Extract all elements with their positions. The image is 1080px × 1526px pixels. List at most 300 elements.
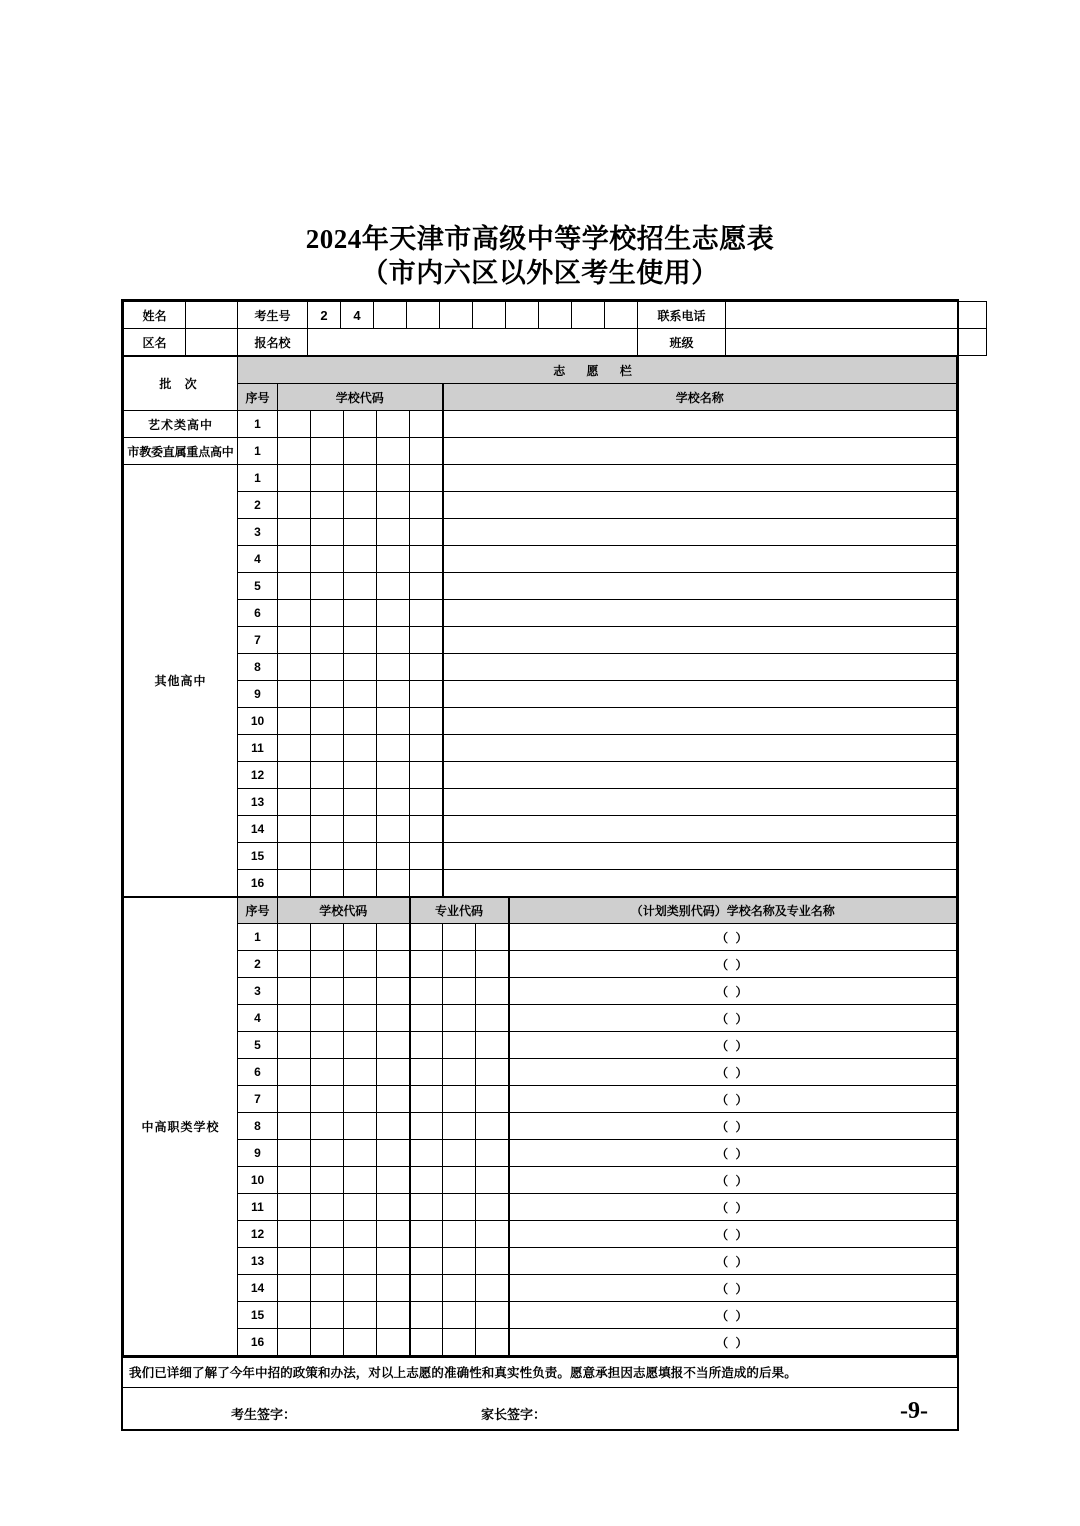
- school-code-box-voc[interactable]: [344, 1221, 377, 1248]
- exam-no-digit-3[interactable]: [374, 302, 407, 329]
- row-seq-voc: 4: [238, 1005, 278, 1032]
- school-code-box-voc[interactable]: [278, 1167, 311, 1194]
- school-code-box-voc[interactable]: [278, 1113, 311, 1140]
- school-major-name-field[interactable]: （ ）: [509, 1329, 957, 1356]
- school-code-box-voc[interactable]: [344, 1275, 377, 1302]
- school-name-field[interactable]: [443, 573, 957, 600]
- school-code-box[interactable]: [278, 411, 311, 438]
- school-code-box-voc[interactable]: [377, 1059, 410, 1086]
- major-code-box[interactable]: [476, 1086, 509, 1113]
- school-code-box[interactable]: [278, 735, 311, 762]
- major-code-box[interactable]: [476, 978, 509, 1005]
- row-seq: 5: [238, 573, 278, 600]
- major-code-box[interactable]: [443, 1194, 476, 1221]
- school-code-box-voc[interactable]: [311, 1275, 344, 1302]
- major-code-box[interactable]: [443, 1329, 476, 1356]
- school-code-box[interactable]: [410, 843, 443, 870]
- school-code-box[interactable]: [410, 573, 443, 600]
- major-code-box[interactable]: [443, 924, 476, 951]
- major-code-box[interactable]: [476, 951, 509, 978]
- school-code-box[interactable]: [311, 735, 344, 762]
- school-name-field[interactable]: [443, 654, 957, 681]
- school-major-name-field[interactable]: （ ）: [509, 1032, 957, 1059]
- school-name-field[interactable]: [443, 762, 957, 789]
- major-code-box[interactable]: [476, 1113, 509, 1140]
- exam-no-digit-5[interactable]: [440, 302, 473, 329]
- school-code-box[interactable]: [377, 870, 410, 897]
- exam-no-digit-4[interactable]: [407, 302, 440, 329]
- major-code-box[interactable]: [443, 1059, 476, 1086]
- school-code-box[interactable]: [278, 708, 311, 735]
- row-seq: 11: [238, 735, 278, 762]
- school-name-field[interactable]: [443, 681, 957, 708]
- school-code-box-voc[interactable]: [278, 1005, 311, 1032]
- major-code-box[interactable]: [410, 1086, 443, 1113]
- major-code-box[interactable]: [443, 1086, 476, 1113]
- school-code-box-voc[interactable]: [311, 1005, 344, 1032]
- school-code-box[interactable]: [410, 789, 443, 816]
- school-code-box-voc[interactable]: [344, 1248, 377, 1275]
- major-code-box[interactable]: [410, 951, 443, 978]
- header-row-name: [124, 302, 987, 329]
- major-code-box[interactable]: [443, 1302, 476, 1329]
- school-code-box[interactable]: [311, 789, 344, 816]
- major-code-box[interactable]: [410, 1302, 443, 1329]
- school-code-box[interactable]: [311, 411, 344, 438]
- phone-label: 联系电话: [638, 302, 726, 329]
- batch-banner-row: [124, 357, 957, 384]
- major-code-box[interactable]: [410, 1005, 443, 1032]
- school-code-box-voc[interactable]: [377, 978, 410, 1005]
- volunteer-row: [124, 438, 957, 465]
- exam-no-digit-8[interactable]: [539, 302, 572, 329]
- school-code-box-voc[interactable]: [377, 1275, 410, 1302]
- major-code-box[interactable]: [476, 1167, 509, 1194]
- school-code-box[interactable]: [410, 870, 443, 897]
- major-code-box[interactable]: [410, 978, 443, 1005]
- school-code-box-voc[interactable]: [344, 1302, 377, 1329]
- school-code-box-voc[interactable]: [344, 1005, 377, 1032]
- volunteer-row-voc: [124, 1221, 957, 1248]
- school-code-box[interactable]: [278, 465, 311, 492]
- row-seq: 12: [238, 762, 278, 789]
- school-code-box[interactable]: [311, 600, 344, 627]
- volunteer-row-voc: [124, 951, 957, 978]
- major-code-box[interactable]: [476, 1194, 509, 1221]
- school-code-box-voc[interactable]: [311, 1113, 344, 1140]
- major-code-box[interactable]: [410, 924, 443, 951]
- school-code-box[interactable]: [278, 546, 311, 573]
- school-code-box[interactable]: [410, 735, 443, 762]
- school-code-box-voc[interactable]: [311, 1059, 344, 1086]
- parent-signature-label[interactable]: 家长签字：: [481, 1406, 547, 1422]
- school-code-box[interactable]: [311, 627, 344, 654]
- exam-no-digit-2[interactable]: 4: [341, 302, 374, 329]
- school-code-box-voc[interactable]: [344, 1329, 377, 1356]
- school-code-box-voc[interactable]: [278, 951, 311, 978]
- school-code-box-voc[interactable]: [311, 1329, 344, 1356]
- col-header-major-code-voc: 专业代码: [410, 897, 509, 924]
- exam-no-digit-9[interactable]: [572, 302, 605, 329]
- school-name-field[interactable]: [443, 519, 957, 546]
- major-code-box[interactable]: [476, 1005, 509, 1032]
- school-code-box-voc[interactable]: [344, 1113, 377, 1140]
- school-code-box[interactable]: [377, 762, 410, 789]
- school-code-box[interactable]: [410, 762, 443, 789]
- school-code-box[interactable]: [278, 492, 311, 519]
- school-code-box-voc[interactable]: [377, 1302, 410, 1329]
- school-code-box-voc[interactable]: [377, 1221, 410, 1248]
- major-code-box[interactable]: [410, 1194, 443, 1221]
- volunteer-row-voc: [124, 1032, 957, 1059]
- volunteer-row: [124, 573, 957, 600]
- school-major-name-field[interactable]: （ ）: [509, 1221, 957, 1248]
- major-code-box[interactable]: [443, 1248, 476, 1275]
- school-code-box-voc[interactable]: [311, 1302, 344, 1329]
- school-code-box[interactable]: [278, 843, 311, 870]
- school-code-box[interactable]: [311, 816, 344, 843]
- school-code-box-voc[interactable]: [377, 1005, 410, 1032]
- major-code-box[interactable]: [476, 1248, 509, 1275]
- volunteer-row: [124, 546, 957, 573]
- school-code-box-voc[interactable]: [311, 1140, 344, 1167]
- school-code-box[interactable]: [377, 735, 410, 762]
- school-code-box[interactable]: [278, 573, 311, 600]
- col-header-seq-voc: 序号: [238, 897, 278, 924]
- row-seq: 1: [238, 438, 278, 465]
- school-code-box-voc[interactable]: [344, 1086, 377, 1113]
- school-major-name-field[interactable]: （ ）: [509, 1167, 957, 1194]
- high-school-column-header-row: [124, 384, 957, 411]
- school-code-box[interactable]: [311, 519, 344, 546]
- school-code-box-voc[interactable]: [278, 1329, 311, 1356]
- district-value-field[interactable]: [186, 329, 238, 356]
- major-code-box[interactable]: [476, 1032, 509, 1059]
- major-code-box[interactable]: [476, 924, 509, 951]
- row-seq-voc: 16: [238, 1329, 278, 1356]
- exam-no-label: 考生号: [238, 302, 308, 329]
- school-code-box[interactable]: [278, 438, 311, 465]
- school-code-box[interactable]: [344, 411, 377, 438]
- major-code-box[interactable]: [410, 1275, 443, 1302]
- school-code-box-voc[interactable]: [377, 1167, 410, 1194]
- school-code-box[interactable]: [344, 789, 377, 816]
- school-code-box-voc[interactable]: [311, 951, 344, 978]
- major-code-box[interactable]: [410, 1329, 443, 1356]
- school-major-name-field[interactable]: （ ）: [509, 978, 957, 1005]
- school-code-box-voc[interactable]: [311, 978, 344, 1005]
- school-code-box[interactable]: [344, 492, 377, 519]
- col-header-school-code: 学校代码: [278, 384, 443, 411]
- school-major-name-field[interactable]: （ ）: [509, 1248, 957, 1275]
- school-code-box-voc[interactable]: [377, 1329, 410, 1356]
- school-code-box[interactable]: [278, 519, 311, 546]
- school-name-field[interactable]: [443, 870, 957, 897]
- school-code-box[interactable]: [410, 600, 443, 627]
- major-code-box[interactable]: [410, 1221, 443, 1248]
- school-code-box[interactable]: [344, 546, 377, 573]
- row-seq: 4: [238, 546, 278, 573]
- school-code-box-voc[interactable]: [344, 924, 377, 951]
- student-signature-label[interactable]: 考生签字：: [231, 1406, 297, 1422]
- school-code-box[interactable]: [278, 627, 311, 654]
- row-seq: 7: [238, 627, 278, 654]
- row-seq: 9: [238, 681, 278, 708]
- school-name-field[interactable]: [443, 816, 957, 843]
- school-code-box[interactable]: [377, 438, 410, 465]
- major-code-box[interactable]: [443, 951, 476, 978]
- school-code-box[interactable]: [377, 573, 410, 600]
- school-code-box[interactable]: [344, 573, 377, 600]
- major-code-box[interactable]: [443, 1167, 476, 1194]
- school-code-box[interactable]: [278, 870, 311, 897]
- volunteer-row: [124, 600, 957, 627]
- school-code-box-voc[interactable]: [344, 1032, 377, 1059]
- row-seq: 16: [238, 870, 278, 897]
- school-code-box[interactable]: [311, 681, 344, 708]
- major-code-box[interactable]: [410, 1167, 443, 1194]
- major-code-box[interactable]: [476, 1140, 509, 1167]
- school-code-box[interactable]: [377, 411, 410, 438]
- row-seq-voc: 7: [238, 1086, 278, 1113]
- school-name-field[interactable]: [443, 438, 957, 465]
- school-code-box[interactable]: [377, 708, 410, 735]
- major-code-box[interactable]: [410, 1140, 443, 1167]
- school-code-box-voc[interactable]: [377, 1086, 410, 1113]
- signature-row: [123, 1387, 957, 1429]
- major-code-box[interactable]: [476, 1275, 509, 1302]
- school-code-box[interactable]: [377, 654, 410, 681]
- major-code-box[interactable]: [410, 1113, 443, 1140]
- school-code-box-voc[interactable]: [311, 1032, 344, 1059]
- school-code-box[interactable]: [410, 465, 443, 492]
- school-code-box[interactable]: [344, 681, 377, 708]
- school-code-box[interactable]: [377, 492, 410, 519]
- school-code-box[interactable]: [278, 654, 311, 681]
- major-code-box[interactable]: [443, 978, 476, 1005]
- school-code-box-voc[interactable]: [344, 1167, 377, 1194]
- school-major-name-field[interactable]: （ ）: [509, 1302, 957, 1329]
- school-code-box[interactable]: [377, 519, 410, 546]
- volunteer-row: [124, 843, 957, 870]
- volunteer-row: [124, 735, 957, 762]
- school-name-field[interactable]: [443, 708, 957, 735]
- school-code-box-voc[interactable]: [344, 1140, 377, 1167]
- class-value-field[interactable]: [726, 329, 987, 356]
- school-name-field[interactable]: [443, 411, 957, 438]
- school-code-box[interactable]: [410, 708, 443, 735]
- school-code-box[interactable]: [410, 411, 443, 438]
- school-code-box-voc[interactable]: [311, 924, 344, 951]
- row-seq-voc: 5: [238, 1032, 278, 1059]
- school-code-box-voc[interactable]: [278, 1059, 311, 1086]
- school-name-field[interactable]: [443, 600, 957, 627]
- volunteer-row-voc: [124, 1113, 957, 1140]
- school-code-box[interactable]: [377, 843, 410, 870]
- school-code-box[interactable]: [311, 870, 344, 897]
- volunteer-row: [124, 816, 957, 843]
- row-seq: 15: [238, 843, 278, 870]
- row-seq-voc: 9: [238, 1140, 278, 1167]
- school-code-box[interactable]: [278, 789, 311, 816]
- major-code-box[interactable]: [443, 1032, 476, 1059]
- school-code-box[interactable]: [410, 438, 443, 465]
- school-major-name-field[interactable]: （ ）: [509, 1005, 957, 1032]
- school-code-box-voc[interactable]: [278, 1248, 311, 1275]
- school-code-box[interactable]: [344, 708, 377, 735]
- school-code-box-voc[interactable]: [278, 1302, 311, 1329]
- school-code-box-voc[interactable]: [311, 1167, 344, 1194]
- school-code-box[interactable]: [311, 492, 344, 519]
- major-code-box[interactable]: [476, 1329, 509, 1356]
- school-code-box-voc[interactable]: [311, 1248, 344, 1275]
- school-name-field[interactable]: [443, 465, 957, 492]
- declaration-text: [123, 1357, 957, 1387]
- school-code-box[interactable]: [311, 654, 344, 681]
- school-code-box-voc[interactable]: [311, 1221, 344, 1248]
- school-name-field[interactable]: [443, 789, 957, 816]
- row-seq-voc: 14: [238, 1275, 278, 1302]
- school-code-box[interactable]: [311, 465, 344, 492]
- school-code-box[interactable]: [344, 843, 377, 870]
- school-name-field[interactable]: [443, 735, 957, 762]
- school-code-box-voc[interactable]: [377, 1032, 410, 1059]
- school-major-name-field[interactable]: （ ）: [509, 1194, 957, 1221]
- school-code-box-voc[interactable]: [344, 978, 377, 1005]
- school-code-box[interactable]: [344, 870, 377, 897]
- school-code-box[interactable]: [278, 816, 311, 843]
- category-label-0: 艺术类高中: [124, 411, 238, 438]
- school-code-box[interactable]: [344, 600, 377, 627]
- school-code-box-voc[interactable]: [278, 924, 311, 951]
- name-value-field[interactable]: [186, 302, 238, 329]
- school-major-name-field[interactable]: （ ）: [509, 924, 957, 951]
- school-major-name-field[interactable]: （ ）: [509, 1113, 957, 1140]
- school-code-box-voc[interactable]: [311, 1194, 344, 1221]
- school-code-box[interactable]: [410, 627, 443, 654]
- major-code-box[interactable]: [443, 1221, 476, 1248]
- volunteer-row-voc: [124, 978, 957, 1005]
- school-code-box[interactable]: [344, 465, 377, 492]
- school-code-box[interactable]: [344, 438, 377, 465]
- school-code-box[interactable]: [410, 816, 443, 843]
- school-code-box[interactable]: [377, 627, 410, 654]
- school-code-box-voc[interactable]: [278, 1275, 311, 1302]
- exam-no-digit-10[interactable]: [605, 302, 638, 329]
- major-code-box[interactable]: [443, 1275, 476, 1302]
- volunteer-row: [124, 708, 957, 735]
- school-code-box-voc[interactable]: [344, 951, 377, 978]
- school-major-name-field[interactable]: （ ）: [509, 951, 957, 978]
- major-code-box[interactable]: [443, 1140, 476, 1167]
- school-code-box[interactable]: [311, 708, 344, 735]
- school-code-box[interactable]: [410, 519, 443, 546]
- school-name-field[interactable]: [443, 843, 957, 870]
- school-code-box[interactable]: [311, 843, 344, 870]
- exam-no-digit-7[interactable]: [506, 302, 539, 329]
- school-code-box[interactable]: [377, 816, 410, 843]
- school-code-box-voc[interactable]: [377, 951, 410, 978]
- school-code-box[interactable]: [311, 762, 344, 789]
- school-code-box[interactable]: [344, 816, 377, 843]
- volunteer-row-voc: [124, 1140, 957, 1167]
- school-code-box[interactable]: [344, 519, 377, 546]
- major-code-box[interactable]: [410, 1032, 443, 1059]
- volunteer-row-voc: [124, 924, 957, 951]
- major-code-box[interactable]: [476, 1221, 509, 1248]
- volunteer-row-voc: [124, 1059, 957, 1086]
- school-code-box-voc[interactable]: [311, 1086, 344, 1113]
- school-code-box-voc[interactable]: [344, 1059, 377, 1086]
- major-code-box[interactable]: [410, 1248, 443, 1275]
- phone-value-field[interactable]: [726, 302, 987, 329]
- school-code-box[interactable]: [377, 600, 410, 627]
- school-code-box-voc[interactable]: [344, 1194, 377, 1221]
- volunteer-row-voc: [124, 1329, 957, 1356]
- school-code-box[interactable]: [311, 573, 344, 600]
- school-code-box-voc[interactable]: [278, 1221, 311, 1248]
- school-major-name-field[interactable]: （ ）: [509, 1059, 957, 1086]
- school-code-box-voc[interactable]: [377, 1113, 410, 1140]
- volunteer-banner: 志 愿 栏: [238, 357, 957, 384]
- school-code-box-voc[interactable]: [377, 1194, 410, 1221]
- school-code-box[interactable]: [344, 735, 377, 762]
- school-code-box-voc[interactable]: [278, 978, 311, 1005]
- school-major-name-field[interactable]: （ ）: [509, 1086, 957, 1113]
- school-code-box[interactable]: [377, 546, 410, 573]
- school-code-box-voc[interactable]: [278, 1140, 311, 1167]
- major-code-box[interactable]: [443, 1005, 476, 1032]
- school-code-box[interactable]: [377, 465, 410, 492]
- school-code-box-voc[interactable]: [278, 1032, 311, 1059]
- row-seq-voc: 3: [238, 978, 278, 1005]
- school-code-box[interactable]: [278, 681, 311, 708]
- school-code-box[interactable]: [311, 438, 344, 465]
- major-code-box[interactable]: [476, 1059, 509, 1086]
- volunteer-row: [124, 411, 957, 438]
- exam-no-digit-1[interactable]: 2: [308, 302, 341, 329]
- school-code-box[interactable]: [344, 762, 377, 789]
- school-code-box-voc[interactable]: [377, 1248, 410, 1275]
- school-code-box[interactable]: [410, 546, 443, 573]
- school-code-box-voc[interactable]: [377, 1140, 410, 1167]
- school-code-box[interactable]: [278, 762, 311, 789]
- school-name-field[interactable]: [443, 492, 957, 519]
- school-major-name-field[interactable]: （ ）: [509, 1140, 957, 1167]
- school-code-box[interactable]: [311, 546, 344, 573]
- major-code-box[interactable]: [443, 1113, 476, 1140]
- major-code-box[interactable]: [476, 1302, 509, 1329]
- exam-no-digit-6[interactable]: [473, 302, 506, 329]
- school-code-box-voc[interactable]: [278, 1086, 311, 1113]
- school-code-box-voc[interactable]: [278, 1194, 311, 1221]
- school-code-box[interactable]: [278, 600, 311, 627]
- school-code-box[interactable]: [377, 789, 410, 816]
- school-code-box[interactable]: [377, 681, 410, 708]
- school-code-box-voc[interactable]: [377, 924, 410, 951]
- school-name-field[interactable]: [443, 546, 957, 573]
- volunteer-row: [124, 789, 957, 816]
- school-code-box[interactable]: [344, 627, 377, 654]
- school-code-box[interactable]: [344, 654, 377, 681]
- school-code-box[interactable]: [410, 654, 443, 681]
- school-major-name-field[interactable]: （ ）: [509, 1275, 957, 1302]
- major-code-box[interactable]: [410, 1059, 443, 1086]
- registration-school-field[interactable]: [308, 329, 638, 356]
- school-code-box[interactable]: [410, 681, 443, 708]
- school-name-field[interactable]: [443, 627, 957, 654]
- school-code-box[interactable]: [410, 492, 443, 519]
